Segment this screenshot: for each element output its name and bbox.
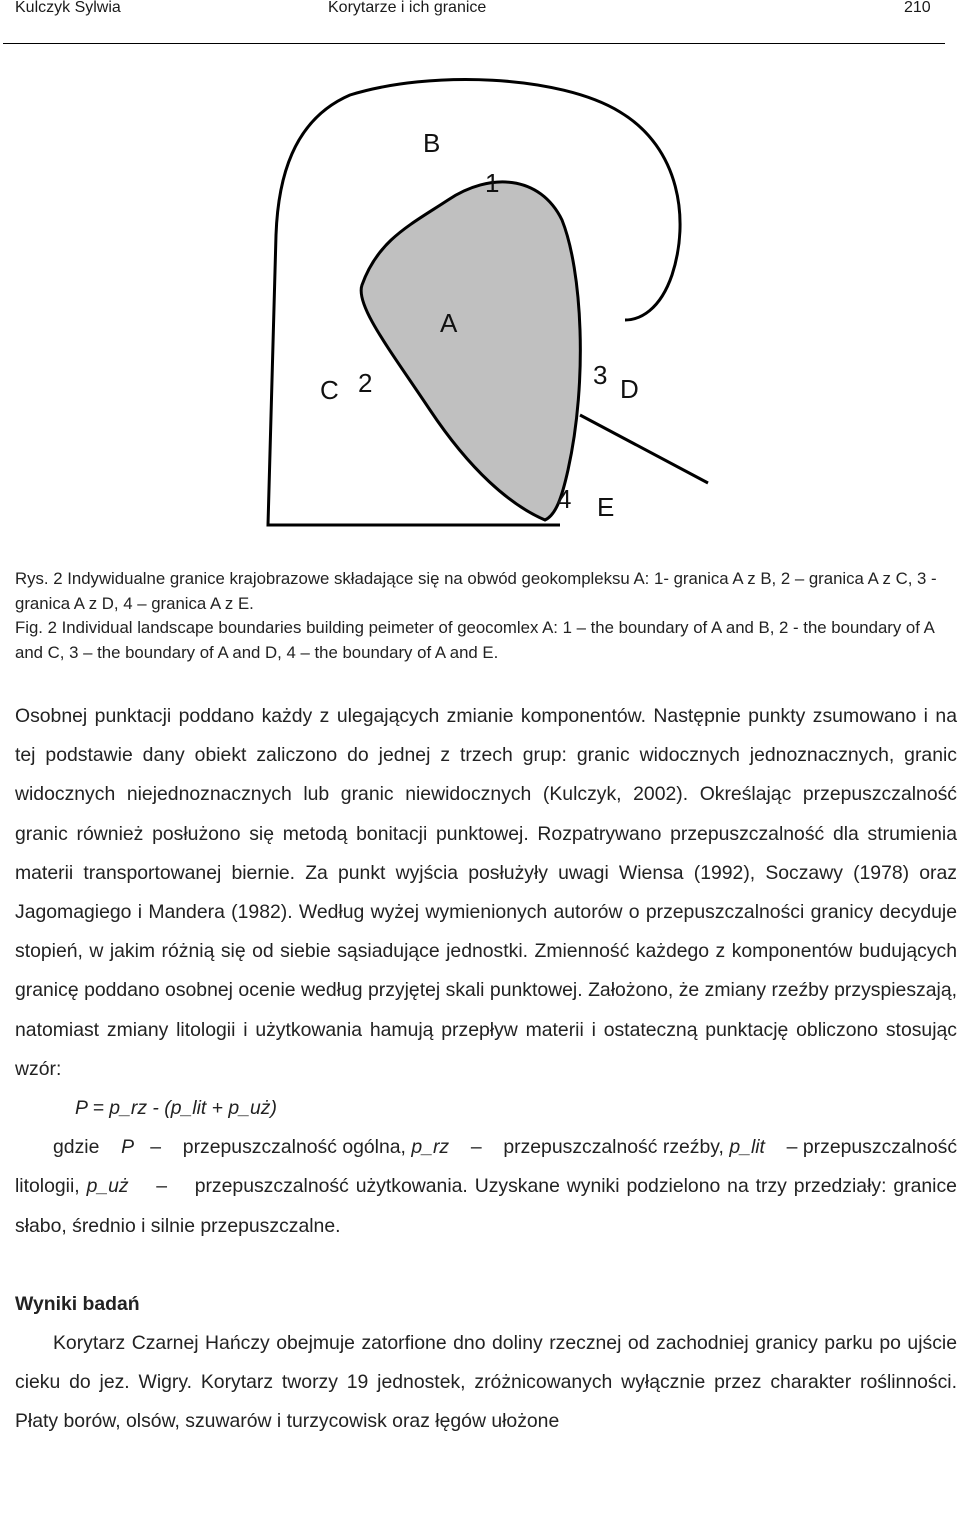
defs-dash-1: – xyxy=(150,1136,162,1159)
header-rule xyxy=(3,43,945,44)
header-title: Korytarze i ich granice xyxy=(328,0,487,16)
defs-puz-desc: przepuszczalność użytkowania. xyxy=(194,1175,468,1198)
body-text xyxy=(15,697,957,1442)
label-b: B xyxy=(423,128,441,158)
defs-dash-3: – xyxy=(786,1136,798,1159)
formula-text: P = p_rz - (p_lit + p_uż) xyxy=(75,1097,277,1120)
header-page-number: 210 xyxy=(904,0,931,16)
label-4: 4 xyxy=(557,484,572,514)
label-a: A xyxy=(440,308,458,338)
label-d: D xyxy=(620,374,639,404)
section-title: Wyniki badań xyxy=(15,1292,140,1315)
defs-prz: p_rz xyxy=(411,1136,450,1159)
paragraph-2: Korytarz Czarnej Hańczy obejmuje zatorfione dno doliny rzecznej od zachodniej granicy parku po ujście cieku do jez. Wigry. Korytarz tworzy 19 jednostek, zróżnicowanych wyłącznie przez charakter roślinności. Płaty borów, olsów, szuwarów i turzycowisk oraz łęgów ułożone xyxy=(15,1332,957,1433)
boundary-d-e-line xyxy=(580,415,708,483)
paragraph-1: Osobnej punktacji poddano każdy z ulegających zmianie komponentów. Następnie punkty zsumowano i na tej podstawie dany obiekt zaliczono do jednej z trzech grup: granic widocznych jednoznacznych, granic widocznych niejednoznacznych lub granic niewidocznych (Kulczyk, 2002). Określając przepuszczalność granic również posłużono się metodą bonitacji punktowej. Rozpatrywano przepuszczalność dla strumienia materii transportowanej biernie. Za punkt wyjścia posłużyły uwagi Wiensa (1992), Soczawy (1978) oraz Jagomagiego i Mandera (1982). Według wyżej wymienionych autorów o przepuszczalności granicy decyduje stopień, w jakim różnią się od siebie sąsiadujące jednostki. Zmienność każdego z komponentów budujących granicę poddano osobnej ocenie według przyjętej skali punktowej. Założono, że zmiany rzeźby przyspieszają, natomiast zmiany litologii i użytkowania hamują przepływ materii i ostateczną punktację obliczono stosując wzór: xyxy=(15,705,957,1080)
label-e: E xyxy=(597,492,615,522)
caption-polish: Rys. 2 Indywidualne granice krajobrazowe składające się na obwód geokompleksu A: 1- granica A z B, 2 – granica A z C, 3 - granica A z D, 4 – granica A z E. xyxy=(15,569,937,613)
figure-diagram xyxy=(0,60,960,550)
region-a-shape xyxy=(361,182,580,520)
figure-caption xyxy=(15,567,947,665)
caption-english: Fig. 2 Individual landscape boundaries building peimeter of geocomlex A: 1 – the boundary of A and B, 2 - the boundary of A and C, 3 – the boundary of A and D, 4 – the boundary of A and E. xyxy=(15,618,934,662)
defs-puz: p_uż xyxy=(86,1175,129,1198)
defs-plit: p_lit xyxy=(729,1136,765,1159)
defs-rest: Uzyskane wyniki podzielono na trzy przedziały: granice słabo, średnio i silnie przepuszczalne. xyxy=(15,1175,957,1237)
formula xyxy=(15,1089,957,1128)
header-author: Kulczyk Sylwia xyxy=(15,0,121,16)
defs-plit-desc: przepuszczalność litologii, xyxy=(15,1136,958,1198)
defs-lead: gdzie xyxy=(53,1136,100,1159)
blank-line xyxy=(15,1246,957,1285)
page-header xyxy=(0,0,960,20)
formula-definitions xyxy=(15,1128,957,1246)
label-3: 3 xyxy=(593,360,608,390)
label-c: C xyxy=(320,375,339,405)
defs-dash-2: – xyxy=(470,1136,482,1159)
defs-prz-desc: przepuszczalność rzeźby, xyxy=(503,1136,724,1159)
label-1: 1 xyxy=(485,168,500,198)
diagram-svg xyxy=(0,60,960,550)
label-2: 2 xyxy=(358,368,373,398)
defs-dash-4: – xyxy=(156,1175,168,1198)
defs-p: P xyxy=(121,1136,134,1159)
defs-p-desc: przepuszczalność ogólna, xyxy=(182,1136,406,1159)
